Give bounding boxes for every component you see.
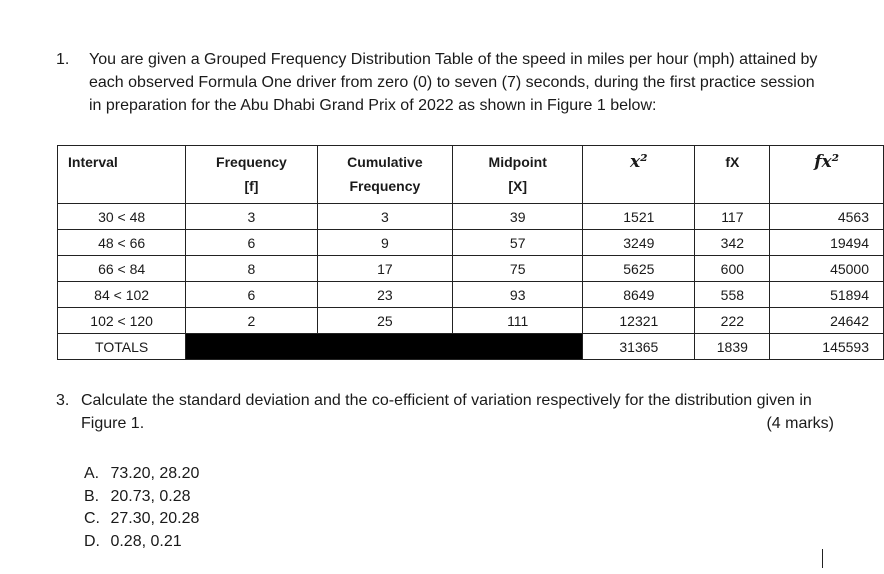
cell-cumulative: 25 (317, 308, 452, 334)
cell-midpoint: 57 (453, 230, 583, 256)
cell-interval: 30 < 48 (58, 204, 186, 230)
cell-frequency: 6 (186, 230, 317, 256)
cell-x-squared: 1521 (583, 204, 695, 230)
option-a[interactable]: A. 73.20, 28.20 (84, 465, 200, 482)
table-header-row (58, 146, 884, 204)
cell-x-squared: 5625 (583, 256, 695, 282)
cell-midpoint: 111 (453, 308, 583, 334)
cell-midpoint: 75 (453, 256, 583, 282)
question-1-text: You are given a Grouped Frequency Distribution Table of the speed in miles per hour (mph) attained by each observed Formula One driver from zero (0) to seven (7) seconds, during the first practice session in preparation for the Abu Dhabi Grand Prix of 2022 as shown in Figure 1 below: (89, 51, 818, 114)
answer-options (84, 463, 199, 553)
cell-cumulative: 3 (317, 204, 452, 230)
total-fx-squared: 145593 (770, 334, 884, 360)
header-midpoint: Midpoint [X] (453, 146, 583, 204)
marks-label: (4 marks) (766, 415, 834, 432)
total-fx: 1839 (695, 334, 770, 360)
cell-cumulative: 9 (317, 230, 452, 256)
header-cumulative-frequency: Cumulative Frequency (317, 146, 452, 204)
cell-fx-squared: 51894 (770, 282, 884, 308)
option-b[interactable]: B. 20.73, 0.28 (84, 487, 191, 505)
table-row (58, 308, 884, 334)
cell-frequency: 2 (186, 308, 317, 334)
question-3-text: Calculate the standard deviation and the co-efficient of variation respectively for the distribution given in Figure 1. (81, 392, 812, 432)
cell-frequency: 3 (186, 204, 317, 230)
frequency-table (57, 145, 884, 360)
cell-x-squared: 12321 (583, 308, 695, 334)
question-1-number: 1. (56, 51, 70, 68)
cell-fx-squared: 19494 (770, 230, 884, 256)
question-3-number: 3. (56, 392, 70, 409)
cell-fx-squared: 24642 (770, 308, 884, 334)
cell-fx-squared: 4563 (770, 204, 884, 230)
header-fx-squared: fx² (770, 146, 884, 204)
cell-frequency: 8 (186, 256, 317, 282)
option-c[interactable]: C. 27.30, 20.28 (84, 510, 200, 527)
header-interval: Interval (58, 146, 186, 204)
total-x-squared: 31365 (583, 334, 695, 360)
cell-fx: 222 (695, 308, 770, 334)
table-row (58, 204, 884, 230)
cell-interval: 66 < 84 (58, 256, 186, 282)
header-fx: fX (695, 146, 770, 204)
cell-frequency: 6 (186, 282, 317, 308)
cell-fx-squared: 45000 (770, 256, 884, 282)
cell-fx: 600 (695, 256, 770, 282)
cell-fx: 558 (695, 282, 770, 308)
cell-interval: 48 < 66 (58, 230, 186, 256)
cell-x-squared: 3249 (583, 230, 695, 256)
cell-midpoint: 93 (453, 282, 583, 308)
cell-midpoint: 39 (453, 204, 583, 230)
cell-interval: 102 < 120 (58, 308, 186, 334)
option-d[interactable]: D. 0.28, 0.21 (84, 532, 182, 550)
header-frequency: Frequency [f] (186, 146, 317, 204)
header-x-squared: x² (583, 146, 695, 204)
cell-cumulative: 17 (317, 256, 452, 282)
totals-row (58, 334, 884, 360)
totals-label: TOTALS (58, 334, 186, 360)
cell-cumulative: 23 (317, 282, 452, 308)
table-row (58, 230, 884, 256)
cell-x-squared: 8649 (583, 282, 695, 308)
cell-fx: 117 (695, 204, 770, 230)
text-cursor (822, 549, 823, 568)
cell-fx: 342 (695, 230, 770, 256)
redacted-cell (186, 334, 583, 360)
table-row (58, 282, 884, 308)
cell-interval: 84 < 102 (58, 282, 186, 308)
table-row (58, 256, 884, 282)
